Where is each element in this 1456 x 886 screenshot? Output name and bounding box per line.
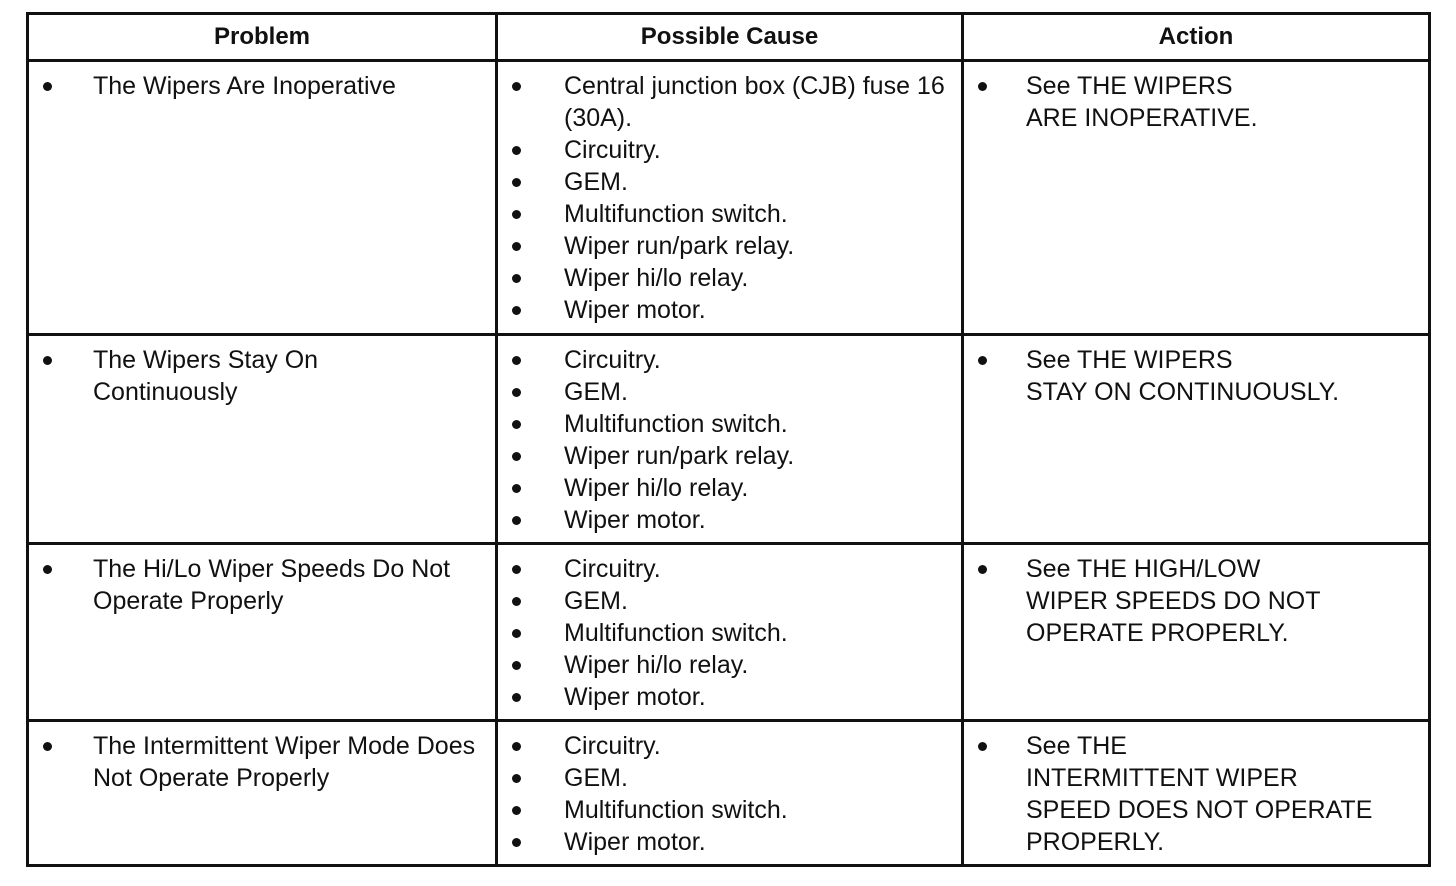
bullet-icon bbox=[512, 693, 521, 702]
bullet-icon bbox=[512, 210, 521, 219]
list-item bbox=[512, 762, 951, 794]
table-row bbox=[28, 335, 1430, 544]
list-item bbox=[512, 617, 951, 649]
cause-text: Central junction box (CJB) fuse 16 (30A). bbox=[564, 72, 945, 132]
bullet-icon bbox=[512, 82, 521, 91]
list-item bbox=[512, 440, 951, 472]
cause-text: Circuitry. bbox=[564, 136, 661, 164]
bullet-icon bbox=[512, 629, 521, 638]
bullet-icon bbox=[512, 774, 521, 783]
bullet-icon bbox=[512, 420, 521, 429]
symptom-chart-table bbox=[26, 12, 1431, 867]
list-item bbox=[512, 230, 951, 262]
bullet-icon bbox=[43, 356, 52, 365]
list-item bbox=[512, 134, 951, 166]
bullet-icon bbox=[43, 82, 52, 91]
cause-text: Multifunction switch. bbox=[564, 410, 788, 438]
list-item bbox=[978, 344, 1418, 408]
bullet-icon bbox=[512, 306, 521, 315]
bullet-icon bbox=[512, 838, 521, 847]
list-item bbox=[512, 70, 951, 134]
action-list bbox=[978, 730, 1418, 858]
list-item bbox=[43, 70, 485, 102]
bullet-icon bbox=[512, 178, 521, 187]
list-item bbox=[43, 344, 485, 408]
list-item bbox=[512, 553, 951, 585]
action-list bbox=[978, 344, 1418, 408]
header-action: Action bbox=[963, 14, 1430, 61]
list-item bbox=[512, 294, 951, 326]
list-item bbox=[978, 70, 1418, 134]
cause-text: Wiper run/park relay. bbox=[564, 232, 795, 260]
cause-text: Multifunction switch. bbox=[564, 200, 788, 228]
action-text: See THE HIGH/LOW WIPER SPEEDS DO NOT OPERATE PROPERLY. bbox=[1026, 555, 1321, 647]
list-item bbox=[512, 472, 951, 504]
list-item bbox=[512, 585, 951, 617]
bullet-icon bbox=[978, 742, 987, 751]
cause-list bbox=[512, 553, 951, 713]
list-item bbox=[512, 730, 951, 762]
cause-text: Multifunction switch. bbox=[564, 619, 788, 647]
header-row bbox=[28, 14, 1430, 61]
action-text: See THE WIPERS ARE INOPERATIVE. bbox=[1026, 72, 1258, 132]
bullet-icon bbox=[978, 356, 987, 365]
list-item bbox=[512, 166, 951, 198]
list-item bbox=[512, 681, 951, 713]
bullet-icon bbox=[512, 661, 521, 670]
problem-text: The Hi/Lo Wiper Speeds Do Not Operate Properly bbox=[93, 555, 451, 615]
bullet-icon bbox=[512, 484, 521, 493]
bullet-icon bbox=[512, 146, 521, 155]
problem-cell bbox=[28, 721, 497, 866]
cause-text: GEM. bbox=[564, 587, 628, 615]
cause-text: Wiper hi/lo relay. bbox=[564, 474, 749, 502]
possible-cause-cell bbox=[497, 61, 963, 335]
list-item bbox=[512, 344, 951, 376]
bullet-icon bbox=[43, 742, 52, 751]
cause-text: Circuitry. bbox=[564, 732, 661, 760]
cause-text: Wiper run/park relay. bbox=[564, 442, 795, 470]
list-item bbox=[512, 649, 951, 681]
list-item bbox=[978, 553, 1418, 649]
cause-text: GEM. bbox=[564, 168, 628, 196]
action-list bbox=[978, 70, 1418, 134]
list-item bbox=[512, 376, 951, 408]
bullet-icon bbox=[512, 274, 521, 283]
list-item bbox=[512, 794, 951, 826]
list-item bbox=[512, 198, 951, 230]
bullet-icon bbox=[512, 806, 521, 815]
cause-text: Wiper motor. bbox=[564, 506, 706, 534]
problem-cell bbox=[28, 544, 497, 721]
problem-text: The Wipers Are Inoperative bbox=[93, 72, 396, 100]
bullet-icon bbox=[978, 82, 987, 91]
action-text: See THE WIPERS STAY ON CONTINUOUSLY. bbox=[1026, 346, 1340, 406]
list-item bbox=[512, 826, 951, 858]
bullet-icon bbox=[512, 565, 521, 574]
table-row bbox=[28, 544, 1430, 721]
list-item bbox=[43, 730, 485, 794]
header-problem: Problem bbox=[28, 14, 497, 61]
list-item bbox=[43, 553, 485, 617]
action-cell bbox=[963, 721, 1430, 866]
table-row bbox=[28, 721, 1430, 866]
action-text: See THE INTERMITTENT WIPER SPEED DOES NOT OPERATE PROPERLY. bbox=[1026, 732, 1373, 856]
bullet-icon bbox=[43, 565, 52, 574]
cause-list bbox=[512, 344, 951, 536]
bullet-icon bbox=[512, 242, 521, 251]
list-item bbox=[512, 408, 951, 440]
action-cell bbox=[963, 335, 1430, 544]
bullet-icon bbox=[512, 597, 521, 606]
bullet-icon bbox=[512, 452, 521, 461]
cause-text: Wiper motor. bbox=[564, 683, 706, 711]
problem-list bbox=[43, 344, 485, 408]
possible-cause-cell bbox=[497, 544, 963, 721]
list-item bbox=[512, 504, 951, 536]
cause-text: GEM. bbox=[564, 378, 628, 406]
list-item bbox=[512, 262, 951, 294]
list-item bbox=[978, 730, 1418, 858]
action-cell bbox=[963, 61, 1430, 335]
problem-cell bbox=[28, 335, 497, 544]
header-possible-cause: Possible Cause bbox=[497, 14, 963, 61]
possible-cause-cell bbox=[497, 721, 963, 866]
cause-list bbox=[512, 730, 951, 858]
possible-cause-cell bbox=[497, 335, 963, 544]
cause-text: Wiper hi/lo relay. bbox=[564, 651, 749, 679]
table-row bbox=[28, 61, 1430, 335]
problem-cell bbox=[28, 61, 497, 335]
cause-text: Wiper motor. bbox=[564, 828, 706, 856]
problem-text: The Intermittent Wiper Mode Does Not Operate Properly bbox=[93, 732, 476, 792]
problem-list bbox=[43, 553, 485, 617]
cause-text: Wiper motor. bbox=[564, 296, 706, 324]
cause-text: GEM. bbox=[564, 764, 628, 792]
action-list bbox=[978, 553, 1418, 649]
bullet-icon bbox=[512, 742, 521, 751]
cause-text: Wiper hi/lo relay. bbox=[564, 264, 749, 292]
cause-text: Circuitry. bbox=[564, 346, 661, 374]
action-cell bbox=[963, 544, 1430, 721]
cause-text: Circuitry. bbox=[564, 555, 661, 583]
bullet-icon bbox=[512, 356, 521, 365]
bullet-icon bbox=[978, 565, 987, 574]
problem-text: The Wipers Stay On Continuously bbox=[93, 346, 319, 406]
bullet-icon bbox=[512, 388, 521, 397]
bullet-icon bbox=[512, 516, 521, 525]
problem-list bbox=[43, 70, 485, 102]
cause-list bbox=[512, 70, 951, 326]
cause-text: Multifunction switch. bbox=[564, 796, 788, 824]
problem-list bbox=[43, 730, 485, 794]
